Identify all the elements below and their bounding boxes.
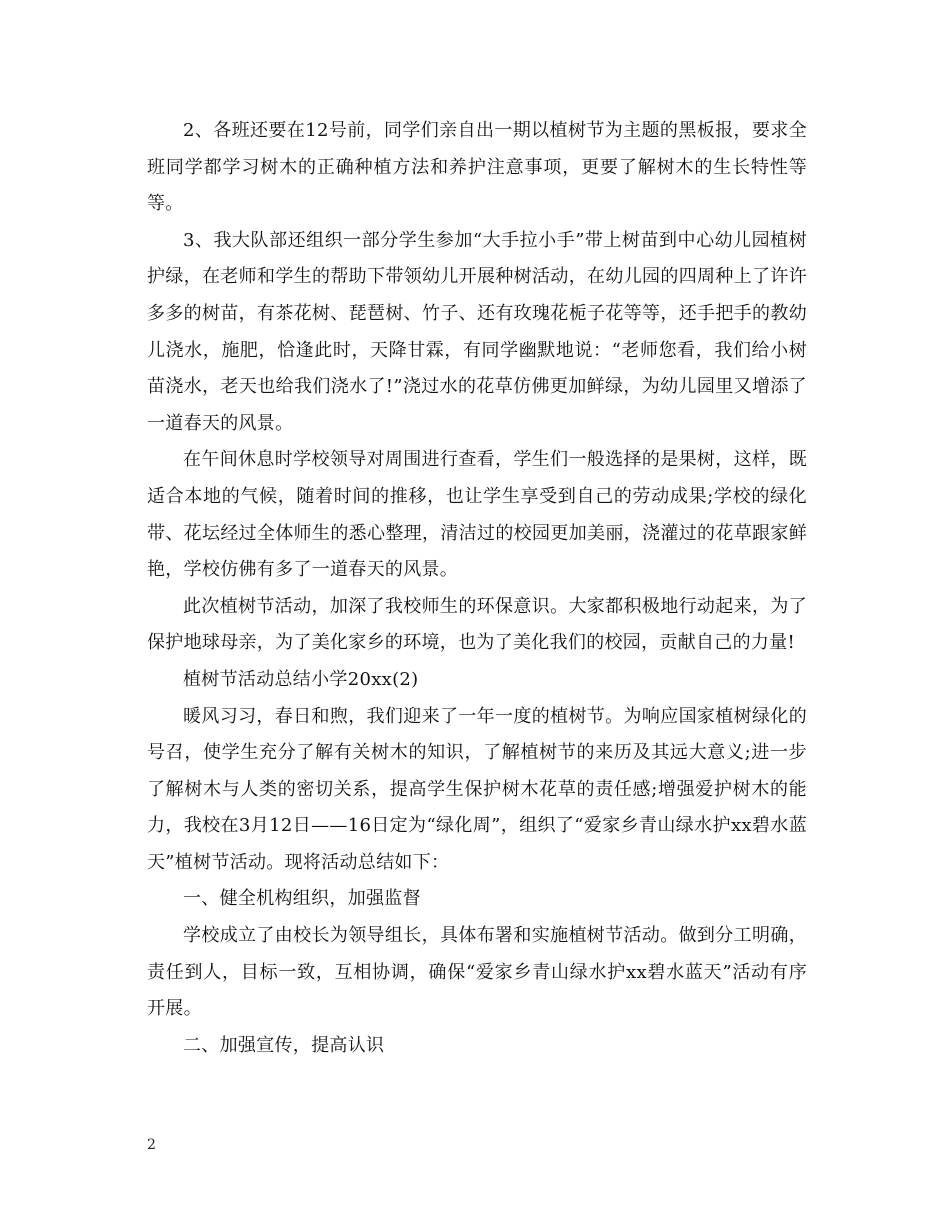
heading-organization: 一、健全机构组织，加强监督 [183, 888, 421, 910]
paragraph-kindergarten-planting: 3、我大队部还组织一部分学生参加“大手拉小手”带上树苗到中心幼儿园植树护绿，在老师和学生的帮助下带领幼儿开展种树活动，在幼儿园的四周种上了许许多多的树苗，有茶花树、琵琶树、竹子、还有玫瑰花栀子花等等，还手把手的教幼儿浇水，施肥，恰逢此时，天降甘霖，有同学幽默地说：“老师您看，我们给小树苗浇水，老天也给我们浇水了!”浇过水的花草仿佛更加鲜绿，为幼儿园里又增添了一道春天的风景。 [147, 229, 807, 434]
page-number: 2 [147, 1137, 156, 1153]
paragraph-introduction: 暖风习习，春日和煦，我们迎来了一年一度的植树节。为响应国家植树绿化的号召，使学生充分了解有关树木的知识，了解植树节的来历及其远大意义;进一步了解树木与人类的密切关系，提高学生保护树木花草的责任感;增强爱护树木的能力，我校在3月12日——16日定为“绿化周”，组织了“爱家乡青山绿水护xx碧水蓝天”植树节活动。现将活动总结如下： [147, 705, 807, 873]
heading-publicity: 二、加强宣传，提高认识 [183, 1034, 385, 1056]
section-title: 植树节活动总结小学20xx(2) [183, 668, 419, 690]
paragraph-organization: 学校成立了由校长为领导组长，具体布署和实施植树节活动。做到分工明确，责任到人，目标一致，互相协调，确保“爱家乡青山绿水护xx碧水蓝天”活动有序开展。 [147, 925, 807, 1020]
paragraph-environmental-awareness: 此次植树节活动，加深了我校师生的环保意识。大家都积极地行动起来，为了保护地球母亲，为了美化家乡的环境，也为了美化我们的校园，贡献自己的力量! [147, 595, 807, 654]
paragraph-blackboard-report: 2、各班还要在12号前，同学们亲自出一期以植树节为主题的黑板报，要求全班同学都学习树木的正确种植方法和养护注意事项，更要了解树木的生长特性等等。 [147, 120, 807, 215]
paragraph-noon-inspection: 在午间休息时学校领导对周围进行查看，学生们一般选择的是果树，这样，既适合本地的气候，随着时间的推移，也让学生享受到自己的劳动成果;学校的绿化带、花坛经过全体师生的悉心整理，清洁过的校园更加美丽，浇灌过的花草跟家鲜艳，学校仿佛有多了一道春天的风景。 [147, 449, 807, 581]
document-body [147, 113, 807, 1064]
